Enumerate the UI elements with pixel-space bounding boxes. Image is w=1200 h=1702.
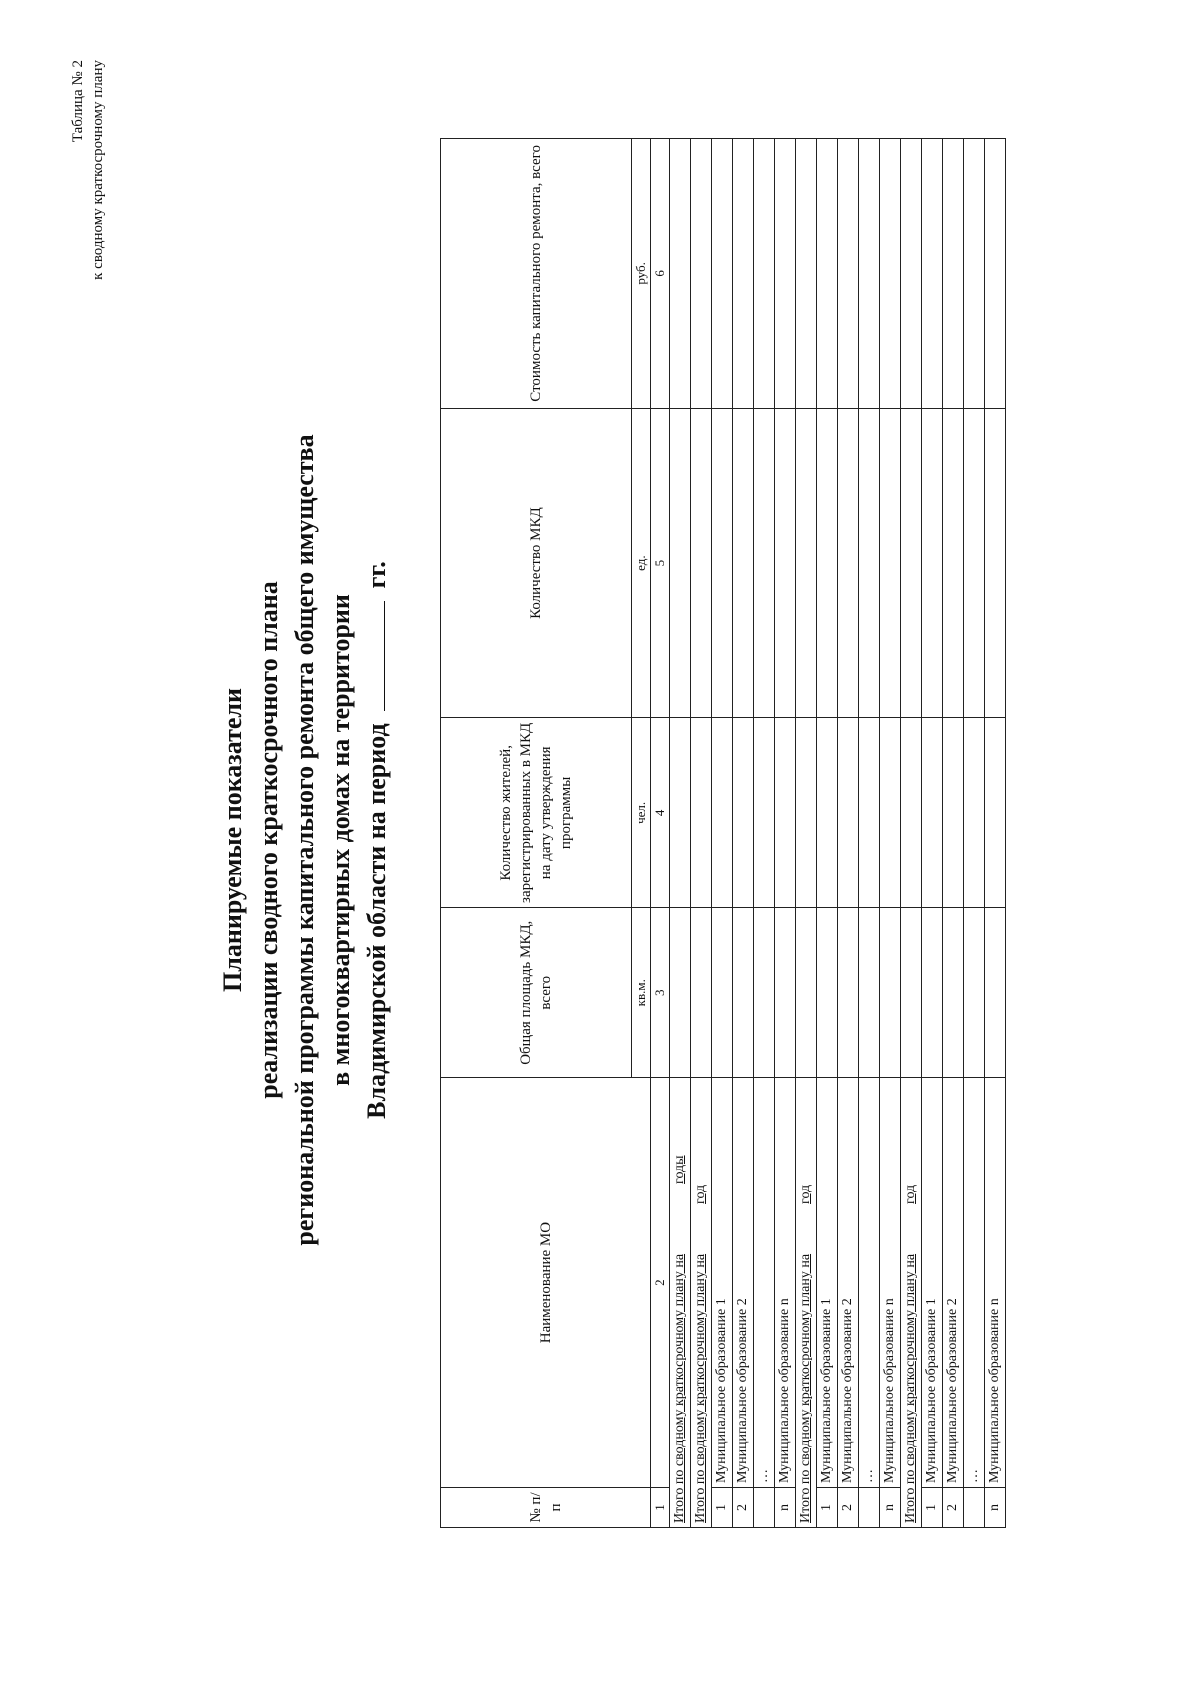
header-num: № п/п xyxy=(441,1488,651,1528)
header-residents: Количество жителей, зарегистрированных в МКД на дату утверждения программы xyxy=(441,718,632,908)
table-row xyxy=(775,139,796,1528)
table-reference xyxy=(68,60,108,280)
table-row xyxy=(754,139,775,1528)
table-row xyxy=(943,139,964,1528)
colnum-2: 2 xyxy=(651,1078,670,1488)
mo-name: Муниципальное образование 2 xyxy=(733,1078,754,1488)
colnum-3: 3 xyxy=(651,908,670,1078)
title-line-3: региональной программы капитального ремонта общего имущества xyxy=(290,434,319,1246)
header-name: Наименование МО xyxy=(441,1078,651,1488)
mo-name: Муниципальное образование n xyxy=(775,1078,796,1488)
header-area: Общая площадь МКД, всего xyxy=(441,908,632,1078)
indicators-table xyxy=(440,138,1006,1528)
period-blank xyxy=(360,601,385,711)
table-row xyxy=(922,139,943,1528)
reference-line-2: к сводному краткосрочному плану xyxy=(90,60,106,280)
header-row xyxy=(441,139,632,1528)
ellipsis: … xyxy=(964,1078,985,1488)
header-cost: Стоимость капитального ремонта, всего xyxy=(441,139,632,409)
colnum-1: 1 xyxy=(651,1488,670,1528)
total-year-label: Итого по сводному краткосрочному плану нагод xyxy=(796,1078,817,1528)
row-number: 2 xyxy=(733,1488,754,1528)
unit-residents: чел. xyxy=(632,718,651,908)
total-year-label: Итого по сводному краткосрочному плану нагод xyxy=(691,1078,712,1528)
title-line-5-suffix: гг. xyxy=(362,561,391,589)
mo-name: Муниципальное образование 1 xyxy=(712,1078,733,1488)
row-number: 2 xyxy=(943,1488,964,1528)
unit-cost: руб. xyxy=(632,139,651,409)
title-line-2: реализации сводного краткосрочного плана xyxy=(254,581,283,1099)
row-number: 2 xyxy=(838,1488,859,1528)
reference-line-1: Таблица № 2 xyxy=(70,60,86,143)
table-row xyxy=(859,139,880,1528)
title-line-4: в многоквартирных домах на территории xyxy=(326,594,355,1086)
title-line-5 xyxy=(359,40,395,1640)
table-row xyxy=(796,139,817,1528)
colnum-5: 5 xyxy=(651,408,670,718)
mo-name: Муниципальное образование 1 xyxy=(817,1078,838,1488)
column-numbers-row xyxy=(651,139,670,1528)
table-row xyxy=(733,139,754,1528)
table-row xyxy=(880,139,901,1528)
mo-name: Муниципальное образование n xyxy=(880,1078,901,1488)
mo-name: Муниципальное образование 2 xyxy=(838,1078,859,1488)
mo-name: Муниципальное образование 2 xyxy=(943,1078,964,1488)
row-number: 1 xyxy=(712,1488,733,1528)
table-row xyxy=(712,139,733,1528)
header-count: Количество МКД xyxy=(441,408,632,718)
table-row xyxy=(670,139,691,1528)
unit-count: ед. xyxy=(632,408,651,718)
landscape-sheet xyxy=(40,40,1140,1640)
table-row xyxy=(838,139,859,1528)
document-title xyxy=(215,40,395,1640)
row-number: n xyxy=(985,1488,1006,1528)
title-line-1: Планируемые показатели xyxy=(218,688,247,992)
row-number: n xyxy=(775,1488,796,1528)
table-row xyxy=(985,139,1006,1528)
unit-area: кв.м. xyxy=(632,908,651,1078)
colnum-4: 4 xyxy=(651,718,670,908)
mo-name: Муниципальное образование 1 xyxy=(922,1078,943,1488)
table-row xyxy=(817,139,838,1528)
colnum-6: 6 xyxy=(651,139,670,409)
row-number: 1 xyxy=(817,1488,838,1528)
ellipsis: … xyxy=(859,1078,880,1488)
mo-name: Муниципальное образование n xyxy=(985,1078,1006,1488)
table-row xyxy=(964,139,985,1528)
row-number: 1 xyxy=(922,1488,943,1528)
total-year-label: Итого по сводному краткосрочному плану нагод xyxy=(901,1078,922,1528)
table-row xyxy=(691,139,712,1528)
table-row xyxy=(901,139,922,1528)
ellipsis: … xyxy=(754,1078,775,1488)
total-all-label: Итого по сводному краткосрочному плану нагоды xyxy=(670,1078,691,1528)
title-line-5-prefix: Владимирской области на период xyxy=(362,723,391,1119)
row-number: n xyxy=(880,1488,901,1528)
